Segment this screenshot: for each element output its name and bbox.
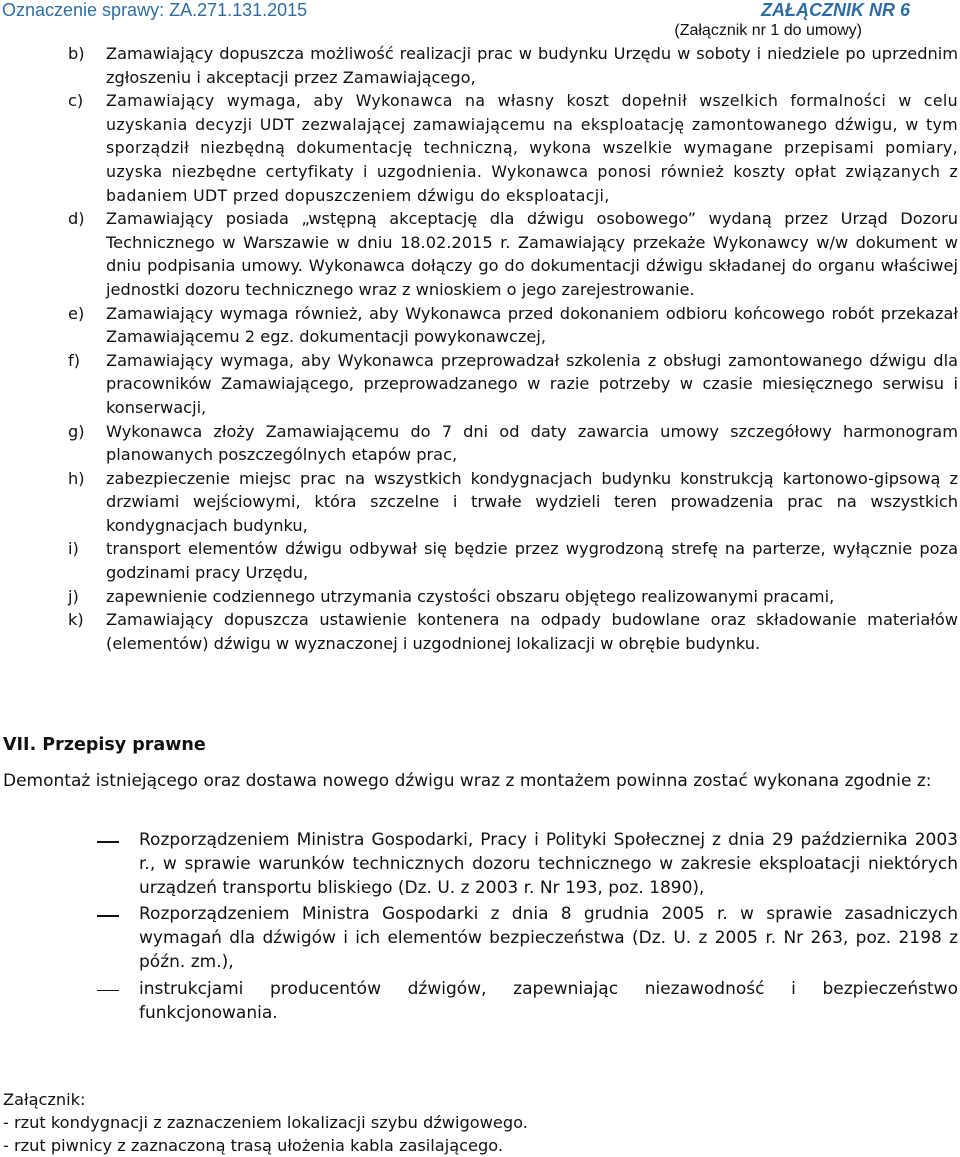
item-text: Zamawiający dopuszcza możliwość realizacji prac w budynku Urzędu w soboty i niedziele po uprzednim zgłoszeniu i akceptacji przez Zamawiającego, [106, 44, 958, 87]
regulation-item [97, 829, 958, 900]
attachment-title: ZAŁĄCZNIK NR 6 [761, 0, 910, 20]
attachment-line: - rzut kondygnacji z zaznaczeniem lokalizacji szybu dźwigowego. [3, 1112, 528, 1132]
item-label: g) [68, 421, 85, 441]
dash-bullet-icon [97, 829, 139, 900]
list-item-h [68, 467, 958, 538]
item-label: i) [68, 539, 79, 559]
item-label: e) [68, 303, 85, 323]
item-text: zabezpieczenie miejsc prac na wszystkich kondygnacjach budynku konstrukcją kartonowo-gipsową z drzwiami wejściowymi, która szczelne i trwałe wydzieli teren prowadzenia prac na wszystkich kondygnacjach budynku, [106, 468, 958, 535]
list-item-f [68, 349, 958, 420]
attachment-line: - rzut piwnicy z zaznaczoną trasą ułożenia kabla zasilającego. [3, 1135, 504, 1155]
regulation-text: instrukcjami producentów dźwigów, zapewniając niezawodność i bezpieczeństwo funkcjonowania. [139, 978, 958, 1023]
list-item-i [68, 537, 958, 584]
item-label: f) [68, 350, 81, 370]
list-item-k [68, 608, 958, 655]
item-text: transport elementów dźwigu odbywał się będzie przez wygrodzoną strefę na parterze, wyłącznie poza godzinami pracy Urzędu, [106, 539, 958, 583]
attachments [3, 1089, 528, 1157]
requirements-list [68, 42, 958, 655]
regulation-text: Rozporządzeniem Ministra Gospodarki, Pracy i Polityki Społecznej z dnia 29 października 2003 r., w sprawie warunków technicznych dozoru technicznego w zakresie eksploatacji niektórych urządzeń transportu bliskiego (Dz. U. z 2003 r. Nr 193, poz. 1890), [139, 830, 958, 898]
list-item-j [68, 585, 958, 609]
item-text: Zamawiający posiada „wstępną akceptację dla dźwigu osobowego” wydaną przez Urząd Dozoru Technicznego w Warszawie w dniu 18.02.2015 r. Zamawiający przekaże Wykonawcy w/w dokument w dniu podpisania umowy. Wykonawca dołączy go do dokumentacji dźwigu składanej do organu właściwej jednostki dozoru technicznego wraz z wnioskiem o jego zarejestrowanie. [106, 209, 958, 299]
item-label: d) [68, 209, 85, 229]
list-item-c [68, 89, 958, 207]
dash-bullet-icon [97, 978, 139, 1026]
case-number: Oznaczenie sprawy: ZA.271.131.2015 [2, 0, 308, 20]
list-item-b [68, 42, 958, 89]
regulation-text: Rozporządzeniem Ministra Gospodarki z dnia 8 grudnia 2005 r. w sprawie zasadniczych wymagań dla dźwigów i ich elementów bezpieczeństwa (Dz. U. z 2005 r. Nr 263, poz. 2198 z późn. zm.), [139, 904, 958, 972]
attachment-subtitle: (Załącznik nr 1 do umowy) [674, 22, 862, 39]
list-item-g [68, 420, 958, 467]
regulations-list [97, 829, 958, 1028]
item-text: Wykonawca złoży Zamawiającemu do 7 dni od daty zawarcia umowy szczegółowy harmonogram planowanych poszczególnych etapów prac, [106, 421, 958, 465]
item-label: h) [68, 468, 85, 488]
item-label: k) [68, 610, 84, 630]
list-item-e [68, 302, 958, 349]
item-label: j) [68, 586, 79, 606]
section-intro: Demontaż istniejącego oraz dostawa nowego dźwigu wraz z montażem powinna zostać wykonana zgodnie z: [3, 771, 932, 791]
section-heading: VII. Przepisy prawne [3, 735, 206, 755]
regulation-item [97, 978, 958, 1026]
regulation-item [97, 903, 958, 974]
item-text: zapewnienie codziennego utrzymania czystości obszaru objętego realizowanymi pracami, [106, 586, 835, 606]
item-label: c) [68, 91, 84, 111]
dash-bullet-icon [97, 903, 139, 974]
item-label: b) [68, 44, 85, 63]
item-text: Zamawiający dopuszcza ustawienie kontenera na odpady budowlane oraz składowanie materiałów (elementów) dźwigu w wyznaczonej i uzgodnionej lokalizacji w obrębie budynku. [106, 610, 958, 653]
attachments-title: Załącznik: [3, 1090, 86, 1109]
item-text: Zamawiający wymaga również, aby Wykonawca przed dokonaniem odbioru końcowego robót przekazał Zamawiającemu 2 egz. dokumentacji powykonawczej, [106, 303, 958, 347]
list-item-d [68, 207, 958, 301]
item-text: Zamawiający wymaga, aby Wykonawca na własny koszt dopełnił wszelkich formalności w celu uzyskania decyzji UDT zezwalającej zamawiającemu na eksploatację zamontowanego dźwigu, w tym sporządził niezbędną dokumentację techniczną, wykona wszelkie wymagane przepisami pomiary, uzyska niezbędne certyfikaty i uzgodnienia. Wykonawca ponosi również koszty opłat związanych z badaniem UDT przed dopuszczeniem dźwigu do eksploatacji, [106, 91, 958, 205]
item-text: Zamawiający wymaga, aby Wykonawca przeprowadzał szkolenia z obsługi zamontowanego dźwigu dla pracowników Zamawiającego, przeprowadzanego w razie potrzeby w czasie miesięcznego serwisu i konserwacji, [106, 350, 958, 417]
